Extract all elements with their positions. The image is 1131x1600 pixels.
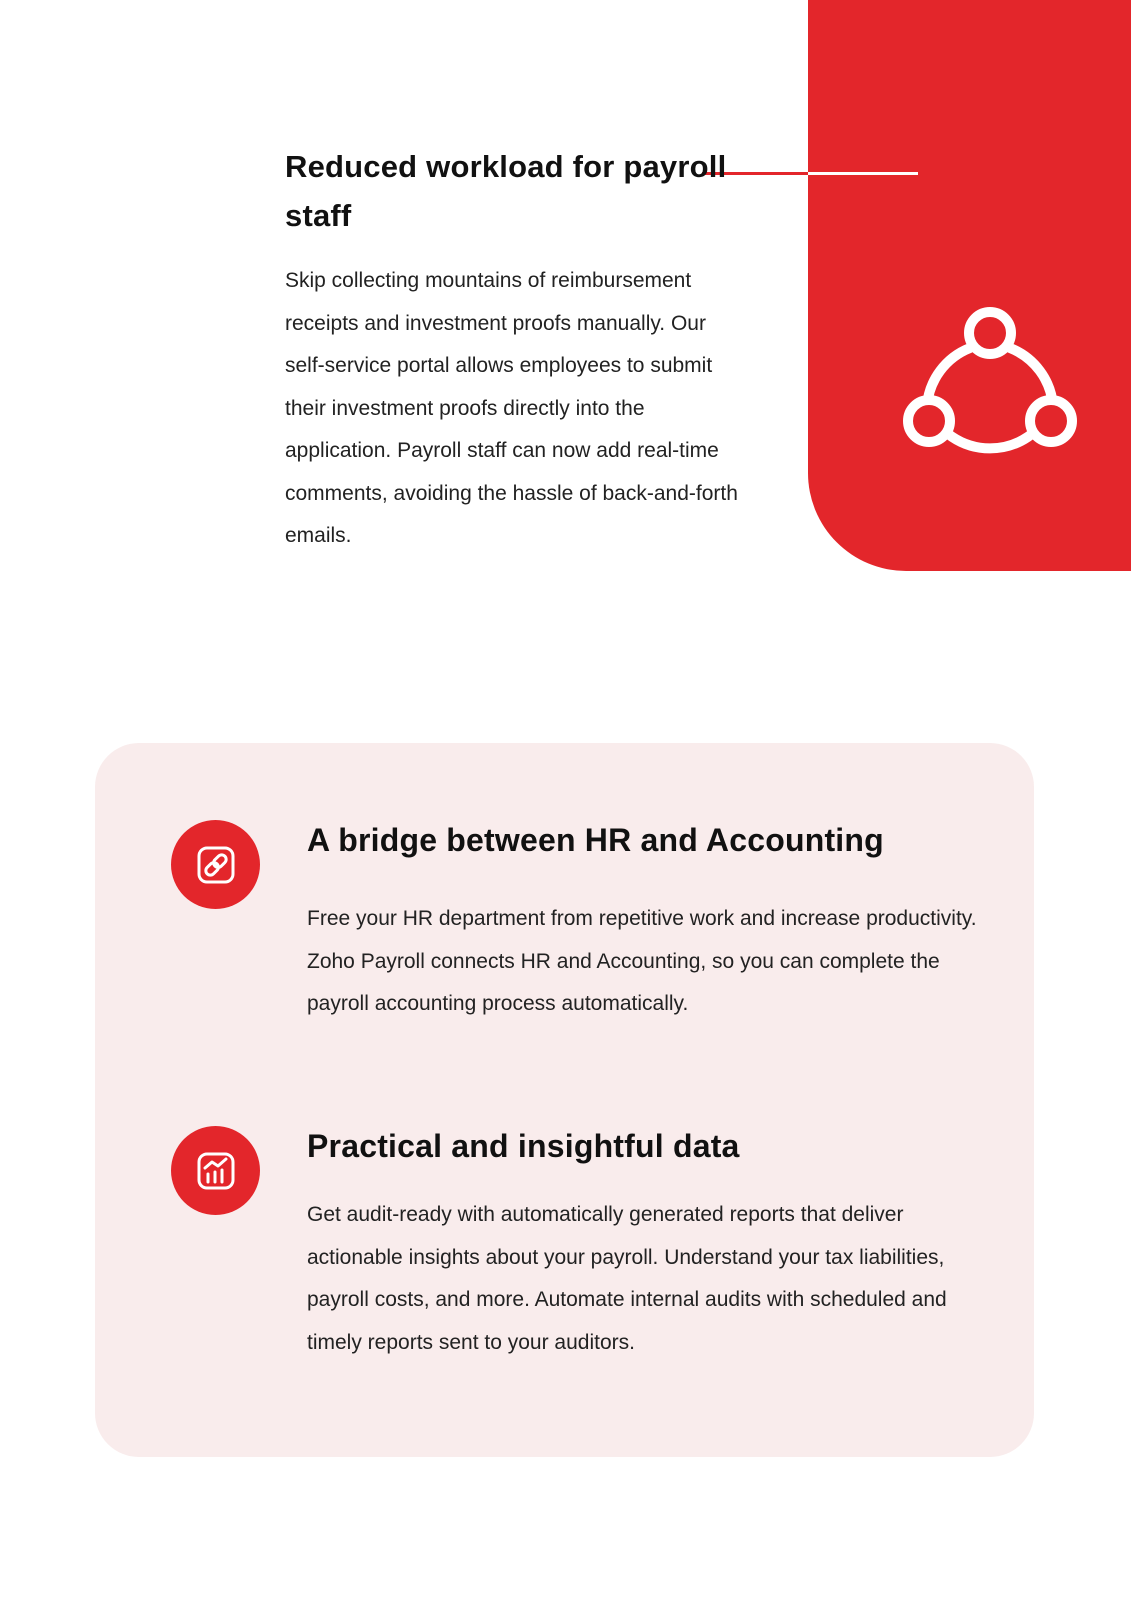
- feature-title: A bridge between HR and Accounting: [307, 822, 884, 858]
- report-chart-icon: [196, 1151, 236, 1191]
- features-card: [95, 743, 1034, 1457]
- link-icon: [196, 845, 236, 885]
- network-nodes-icon: [903, 306, 1077, 466]
- red-accent-panel: [808, 0, 1131, 571]
- intro-section: [285, 142, 745, 558]
- link-icon-badge: [171, 820, 260, 909]
- feature-body: Get audit-ready with automatically generated reports that deliver actionable insights about your payroll. Understand your tax liabilities, payroll costs, and more. Automate internal audits with scheduled and timely reports sent to your auditors.: [307, 1203, 947, 1354]
- report-icon-badge: [171, 1126, 260, 1215]
- feature-body: Free your HR department from repetitive work and increase productivity. Zoho Payroll connects HR and Accounting, so you can complete the payroll accounting process automatically.: [307, 907, 977, 1015]
- connector-line-white-segment: [808, 172, 918, 175]
- intro-heading: Reduced workload for payroll staff: [285, 149, 727, 233]
- intro-body: Skip collecting mountains of reimbursement receipts and investment proofs manually. Our self-service portal allows employees to submit their investment proofs directly into the application. Payroll staff can now add real-time comments, avoiding the hassle of back-and-forth emails.: [285, 269, 738, 547]
- feature-title: Practical and insightful data: [307, 1128, 740, 1164]
